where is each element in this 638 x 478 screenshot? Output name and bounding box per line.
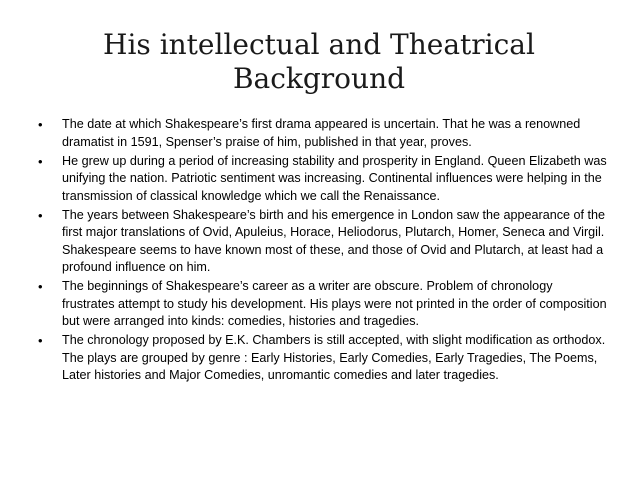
slide-title bbox=[40, 28, 598, 96]
bullet-text: The beginnings of Shakespeare’s career as a writer are obscure. Problem of chronology frustrates attempt to study his development. His plays were not printed in the order of composition but were arranged into kinds: comedies, histories and tragedies. bbox=[62, 279, 607, 328]
bullet-text: The date at which Shakespeare’s first drama appeared is uncertain. That he was a renowned dramatist in 1591, Spenser’s praise of him, published in that year, proves. bbox=[62, 117, 581, 149]
bullet-list bbox=[38, 116, 608, 386]
slide-title-line-1: His intellectual and Theatrical bbox=[103, 28, 535, 61]
bullet-icon: • bbox=[38, 153, 43, 169]
bullet-icon: • bbox=[38, 333, 43, 348]
bullet-item bbox=[38, 207, 608, 277]
bullet-item bbox=[38, 332, 608, 385]
bullet-icon: • bbox=[38, 117, 43, 132]
bullet-item bbox=[38, 278, 608, 331]
bullet-icon: • bbox=[38, 279, 43, 294]
slide-title-line-2: Background bbox=[232, 62, 406, 95]
bullet-item bbox=[38, 116, 608, 151]
bullet-text: The years between Shakespeare’s birth and his emergence in London saw the appearance of the first major translations of Ovid, Apuleius, Horace, Heliodorus, Plutarch, Homer, Seneca and Virgil. Shakespeare seems to have known most of these, and those of Ovid and Plutarch, at least had a profound influence on him. bbox=[62, 207, 606, 274]
bullet-text: He grew up during a period of increasing stability and prosperity in England. Queen Elizabeth was unifying the nation. Patriotic sentiment was increasing. Continental influences were helping in the transmission of classical knowledge which we call the Renaissance. bbox=[62, 153, 607, 203]
bullet-text: The chronology proposed by E.K. Chambers is still accepted, with slight modification as orthodox. The plays are grouped by genre : Early Histories, Early Comedies, Early Tragedies, The Poems, Later histories and Major Comedies, unromantic comedies and later tragedies. bbox=[62, 333, 606, 382]
bullet-item bbox=[38, 153, 608, 206]
bullet-icon: • bbox=[38, 207, 43, 223]
